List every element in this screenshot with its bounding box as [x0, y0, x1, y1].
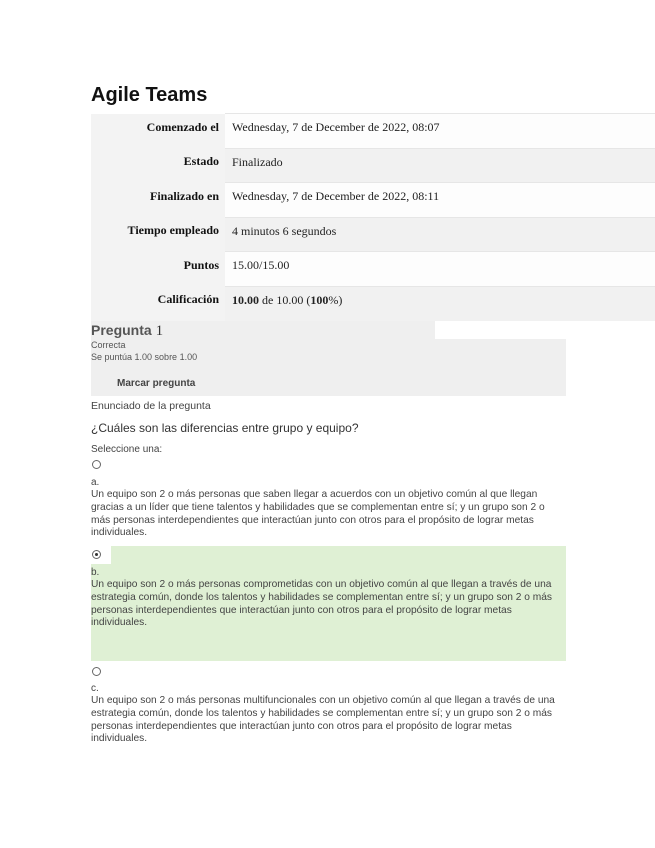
summary-label: Estado: [91, 148, 225, 183]
question-number-value: 1: [155, 323, 164, 339]
option-c-text[interactable]: Un equipo son 2 o más personas multifuncionales con un objetivo común al que llegan a través de una estrategia común, donde los talentos y habilidades se complementan entre sí; y un grupo son 2 o más personas interdependientes que interactúan junto con otros para el propósito de lograr metas individuales.: [91, 695, 555, 745]
option-a-letter: a.: [91, 477, 100, 488]
question-text: ¿Cuáles son las diferencias entre grupo y equipo?: [91, 421, 359, 435]
summary-label: Calificación: [91, 286, 225, 321]
summary-value: 15.00/15.00: [225, 252, 655, 287]
grade-end: %): [328, 292, 343, 307]
summary-label: Puntos: [91, 252, 225, 287]
question-grade: Se puntúa 1.00 sobre 1.00: [91, 352, 198, 362]
page-title: Agile Teams: [91, 84, 208, 106]
summary-label: Comenzado el: [91, 114, 225, 149]
summary-value: Wednesday, 7 de December de 2022, 08:11: [225, 183, 655, 218]
question-statement-label: Enunciado de la pregunta: [91, 400, 211, 412]
option-a-text[interactable]: Un equipo son 2 o más personas que saben llegar a acuerdos con un objetivo común al que llegan gracias a un líder que tiene talentos y habilidades que se complementan entre sí; y un grupo son 2 o más personas interdependientes que interactúan junto con otros para el propósito de lograr metas individuales.: [91, 489, 545, 539]
summary-value: 4 minutos 6 segundos: [225, 217, 655, 252]
question-number: [91, 322, 163, 340]
option-c-radio[interactable]: [92, 667, 101, 676]
question-label: Pregunta: [91, 322, 152, 338]
summary-row-state: [91, 148, 655, 183]
summary-row-grade: [91, 286, 655, 321]
option-b-text[interactable]: Un equipo son 2 o más personas comprometidas con un objetivo común al que llegan a través de una estrategia común, donde los talentos y habilidades se complementan entre sí; y un grupo son 2 o más personas interdependientes que interactúan junto con otros para el propósito de lograr metas individuales.: [91, 579, 552, 629]
grade-score: 10.00: [232, 292, 259, 307]
attempt-summary-table: [91, 113, 655, 321]
select-one-prompt: Seleccione una:: [91, 444, 163, 455]
summary-row-finished: [91, 183, 655, 218]
question-state: Correcta: [91, 340, 126, 350]
summary-row-started: [91, 114, 655, 149]
summary-label: Finalizado en: [91, 183, 225, 218]
summary-value: Wednesday, 7 de December de 2022, 08:07: [225, 114, 655, 149]
option-a-radio[interactable]: [92, 460, 101, 469]
summary-value: [225, 286, 655, 321]
summary-value: Finalizado: [225, 148, 655, 183]
info-panel-gap: [435, 321, 566, 339]
summary-label: Tiempo empleado: [91, 217, 225, 252]
summary-row-points: [91, 252, 655, 287]
flag-question-link[interactable]: Marcar pregunta: [117, 378, 196, 389]
option-c-letter: c.: [91, 683, 99, 694]
grade-mid: de 10.00 (: [259, 292, 311, 307]
grade-percent: 100: [310, 292, 329, 307]
summary-row-time: [91, 217, 655, 252]
option-b-radio[interactable]: [92, 550, 101, 559]
option-b-letter: b.: [91, 567, 100, 578]
